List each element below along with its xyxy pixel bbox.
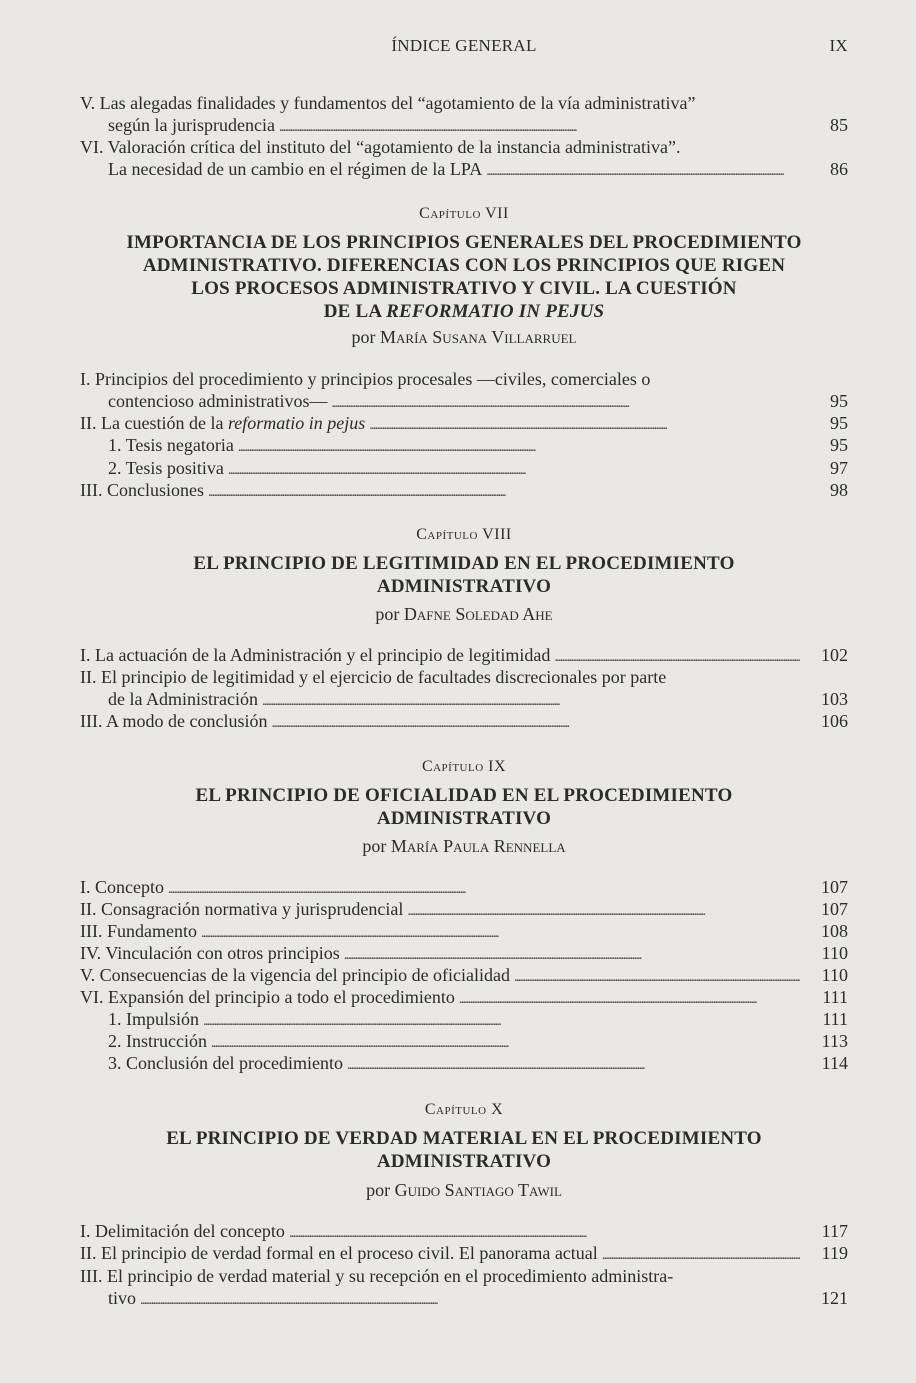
toc-entry-text: tivo	[108, 1288, 137, 1308]
toc-page-number: 95	[830, 435, 848, 455]
toc-entry-text: VI. Valoración crítica del instituto del “agotamiento de la instancia administrativa”.	[80, 137, 681, 157]
toc-page-number: 106	[821, 711, 848, 731]
chapter-title	[80, 552, 848, 598]
toc-entry-text: I. La actuación de la Administración y el principio de legitimidad	[80, 645, 551, 665]
running-head	[80, 36, 848, 58]
toc-entry-italic: reformatio in pejus	[227, 413, 366, 433]
toc-page-number: 108	[821, 921, 848, 941]
author-prefix: por	[351, 327, 381, 347]
toc-entry-text: III. El principio de verdad material y su recepción en el procedimiento administra-	[80, 1266, 674, 1286]
toc-entry-text: II. El principio de legitimidad y el ejercicio de facultades discrecionales por parte	[80, 667, 667, 687]
author-prefix: por	[362, 836, 391, 856]
toc-entry[interactable]	[80, 434, 848, 456]
toc-page-number: 95	[830, 413, 848, 433]
author-name: Dafne Soledad Ahe	[403, 604, 553, 624]
toc-entry-text: 3. Conclusión del procedimiento	[108, 1053, 343, 1073]
toc-entry[interactable]	[80, 92, 848, 136]
toc-entry-text	[80, 412, 365, 434]
chapter-title	[80, 231, 848, 323]
toc-entry-text: La necesidad de un cambio en el régimen de la LPA	[108, 159, 483, 179]
toc-entry-text: 2. Tesis positiva	[108, 458, 224, 478]
chapter-title-line: ADMINISTRATIVO	[376, 576, 552, 597]
toc-entry[interactable]	[80, 920, 848, 942]
chapter-title-line: EL PRINCIPIO DE LEGITIMIDAD EN EL PROCEDIMIENTO	[193, 553, 735, 574]
toc-page-number: 103	[821, 689, 848, 709]
chapter-author	[80, 604, 848, 625]
chapter-title	[80, 784, 848, 830]
toc-entry[interactable]	[80, 1242, 848, 1264]
toc-entry-text: de la Administración	[108, 689, 258, 709]
toc-entry-text: I. Principios del procedimiento y principios procesales —civiles, comerciales o	[80, 369, 651, 389]
toc-entry-text-part: II. La cuestión de la	[80, 413, 228, 433]
leader-dots	[208, 479, 800, 504]
toc-entry[interactable]	[80, 1008, 848, 1030]
toc-page-number: 111	[822, 1009, 848, 1029]
page-number: IX	[829, 36, 848, 55]
toc-entry-text: V. Las alegadas finalidades y fundamentos del “agotamiento de la vía administrativa”	[80, 93, 696, 113]
toc-entry[interactable]	[80, 1052, 848, 1074]
toc-entry[interactable]	[80, 876, 848, 898]
toc-page-number: 117	[821, 1221, 848, 1241]
toc-entry[interactable]	[80, 964, 848, 986]
chapter-label: Capítulo VIII	[416, 526, 512, 543]
toc-page-number: 110	[821, 943, 848, 963]
chapter-author	[80, 1180, 848, 1201]
chapter-title-line: ADMINISTRATIVO	[376, 808, 552, 829]
chapter-label: Capítulo X	[424, 1101, 504, 1118]
toc-entry-text: IV. Vinculación con otros principios	[80, 943, 340, 963]
author-name: María Susana Villarruel	[380, 327, 577, 347]
toc-entry[interactable]	[80, 1220, 848, 1242]
toc-entry[interactable]	[80, 479, 848, 501]
toc-entry[interactable]	[80, 898, 848, 920]
author-prefix: por	[366, 1180, 395, 1200]
toc-entry-text: 2. Instrucción	[108, 1031, 207, 1051]
toc-entry[interactable]	[80, 666, 848, 710]
chapter-title-line: LOS PROCESOS ADMINISTRATIVO Y CIVIL. LA CUESTIÓN	[191, 278, 737, 299]
toc-page-number: 113	[821, 1031, 848, 1051]
running-head-title: ÍNDICE GENERAL	[391, 36, 537, 55]
toc-entry[interactable]	[80, 1265, 848, 1309]
leader-dots	[486, 158, 800, 183]
toc-entry[interactable]	[80, 368, 848, 412]
toc-entry-text: III. A modo de conclusión	[80, 711, 268, 731]
toc-page-number: 97	[830, 458, 848, 478]
toc-page-number: 114	[821, 1053, 848, 1073]
chapter-author	[80, 327, 848, 348]
toc-entry-text: II. Consagración normativa y jurisprudencial	[80, 899, 404, 919]
toc-entry-text: III. Fundamento	[80, 921, 197, 941]
toc-entry[interactable]	[80, 986, 848, 1008]
chapter-author	[80, 836, 848, 857]
leader-dots	[347, 1052, 800, 1077]
chapter-title-line: IMPORTANCIA DE LOS PRINCIPIOS GENERALES DEL PROCEDIMIENTO	[126, 232, 802, 253]
leader-dots	[271, 710, 800, 735]
chapter-title	[80, 1127, 848, 1173]
toc-entry-text: II. El principio de verdad formal en el proceso civil. El panorama actual	[80, 1243, 598, 1263]
toc-page-number: 95	[830, 391, 848, 411]
chapter-label: Capítulo IX	[421, 758, 507, 775]
chapter-title-italic: REFORMATIO IN PEJUS	[386, 301, 605, 322]
toc-entry[interactable]	[80, 1030, 848, 1052]
toc-page-number: 107	[821, 877, 848, 897]
author-prefix: por	[375, 604, 404, 624]
toc-page-number: 111	[822, 987, 848, 1007]
toc-entry[interactable]	[80, 136, 848, 180]
chapter-title-text: DE LA	[323, 301, 387, 322]
toc-page-number: 85	[830, 115, 848, 135]
toc-page-number: 98	[830, 480, 848, 500]
toc-page-number: 102	[821, 645, 848, 665]
toc-entry[interactable]	[80, 710, 848, 732]
chapter-title-line: EL PRINCIPIO DE OFICIALIDAD EN EL PROCEDIMIENTO	[195, 785, 733, 806]
toc-page-number: 110	[821, 965, 848, 985]
toc-entry-text: según la jurisprudencia	[108, 115, 275, 135]
toc-entry-text: I. Concepto	[80, 877, 164, 897]
toc-entry-text: I. Delimitación del concepto	[80, 1221, 285, 1241]
toc-entry-text: contencioso administrativos—	[108, 391, 328, 411]
chapter-title-line: ADMINISTRATIVO	[376, 1151, 552, 1172]
toc-entry-list	[80, 876, 848, 1074]
toc-entry-text: V. Consecuencias de la vigencia del principio de oficialidad	[80, 965, 511, 985]
leader-dots	[602, 1242, 800, 1267]
toc-entry[interactable]	[80, 412, 848, 434]
chapter-title-line	[80, 300, 848, 323]
chapter-label: Capítulo VII	[419, 205, 509, 222]
toc-entry-text: 1. Tesis negatoria	[108, 435, 234, 455]
toc-entry-text: VI. Expansión del principio a todo el procedimiento	[80, 987, 455, 1007]
toc-page-number: 121	[821, 1288, 848, 1308]
leader-dots	[140, 1287, 800, 1312]
toc-page-number: 119	[821, 1243, 848, 1263]
toc-page-number: 86	[830, 159, 848, 179]
author-name: Guido Santiago Tawil	[394, 1180, 562, 1200]
chapter-title-line: ADMINISTRATIVO. DIFERENCIAS CON LOS PRINCIPIOS QUE RIGEN	[142, 255, 786, 276]
chapter-title-line: EL PRINCIPIO DE VERDAD MATERIAL EN EL PROCEDIMIENTO	[166, 1128, 762, 1149]
toc-entry[interactable]	[80, 942, 848, 964]
author-name: María Paula Rennella	[390, 836, 566, 856]
toc-entry-text: 1. Impulsión	[108, 1009, 200, 1029]
toc-entry[interactable]	[80, 644, 848, 666]
toc-entry[interactable]	[80, 457, 848, 479]
toc-page-number: 107	[821, 899, 848, 919]
leader-dots	[238, 434, 800, 459]
toc-entry-text: III. Conclusiones	[80, 480, 204, 500]
